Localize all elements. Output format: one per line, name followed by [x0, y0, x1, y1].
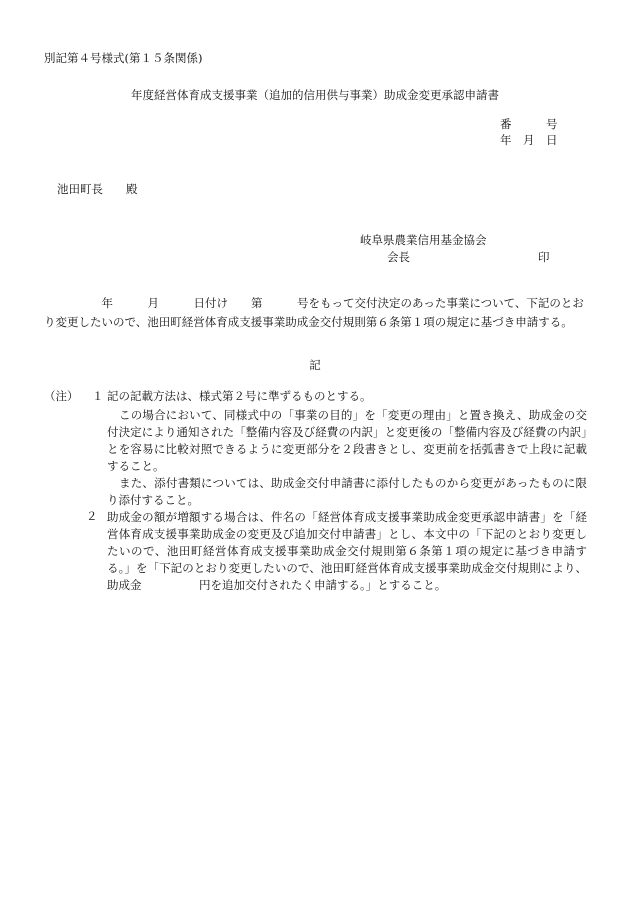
- form-label: 別記第４号様式(第１５条関係): [44, 51, 203, 65]
- applicant-title: 会長: [387, 250, 410, 264]
- note-1-first-line: 記の記載方法は、様式第２号に準ずるものとする。: [107, 389, 372, 403]
- note-2-number: ２: [86, 509, 98, 523]
- note-1-paragraph-2: また、添付書類については、助成金交付申請書に添付したものから変更があったものに限り添付すること。: [107, 476, 587, 507]
- body-paragraph: 年 月 日付け 第 号をもって交付決定のあった事業について、下記のとおり変更したいので、池田町経営体育成支援事業助成金交付規則第６条第１項の規定に基づき申請する。: [44, 296, 584, 329]
- applicant-organization: 岐阜県農業信用基金協会: [360, 233, 487, 247]
- reference-date: 年 月 日: [500, 133, 558, 147]
- addressee: 池田町長 殿: [57, 182, 138, 196]
- reference-number: 番 号: [500, 117, 558, 131]
- seal-mark: 印: [538, 250, 550, 264]
- notes-heading: （注）: [44, 389, 79, 403]
- note-1-paragraph-1: この場合において、同様式中の「事業の目的」を「変更の理由」と置き換え、助成金の交付決定により通知された「整備内容及び経費の内訳」と変更後の「整備内容及び経費の内訳」とを容易に比較対照できるように変更部分を２段書きとし、変更前を括弧書きで上段に記載すること。: [107, 408, 587, 473]
- note-1-number: １: [92, 389, 104, 403]
- document-title: 年度経営体育成支援事業（追加的信用供与事業）助成金変更承認申請書: [131, 88, 499, 102]
- ki-heading: 記: [309, 358, 321, 372]
- note-2-text: 助成金の額が増額する場合は、件名の「経営体育成支援事業助成金変更承認申請書」を「経営体育成支援事業助成金の変更及び追加交付申請書」とし、本文中の「下記のとおり変更したいので、池田町経営体育成支援事業助成金交付規則第６条第１項の規定に基づき申請する。」を「下記のとおり変更したいので、池田町経営体育成支援事業助成金交付規則により、助成金 円を追加交付されたく申請する。」とすること。: [107, 510, 587, 592]
